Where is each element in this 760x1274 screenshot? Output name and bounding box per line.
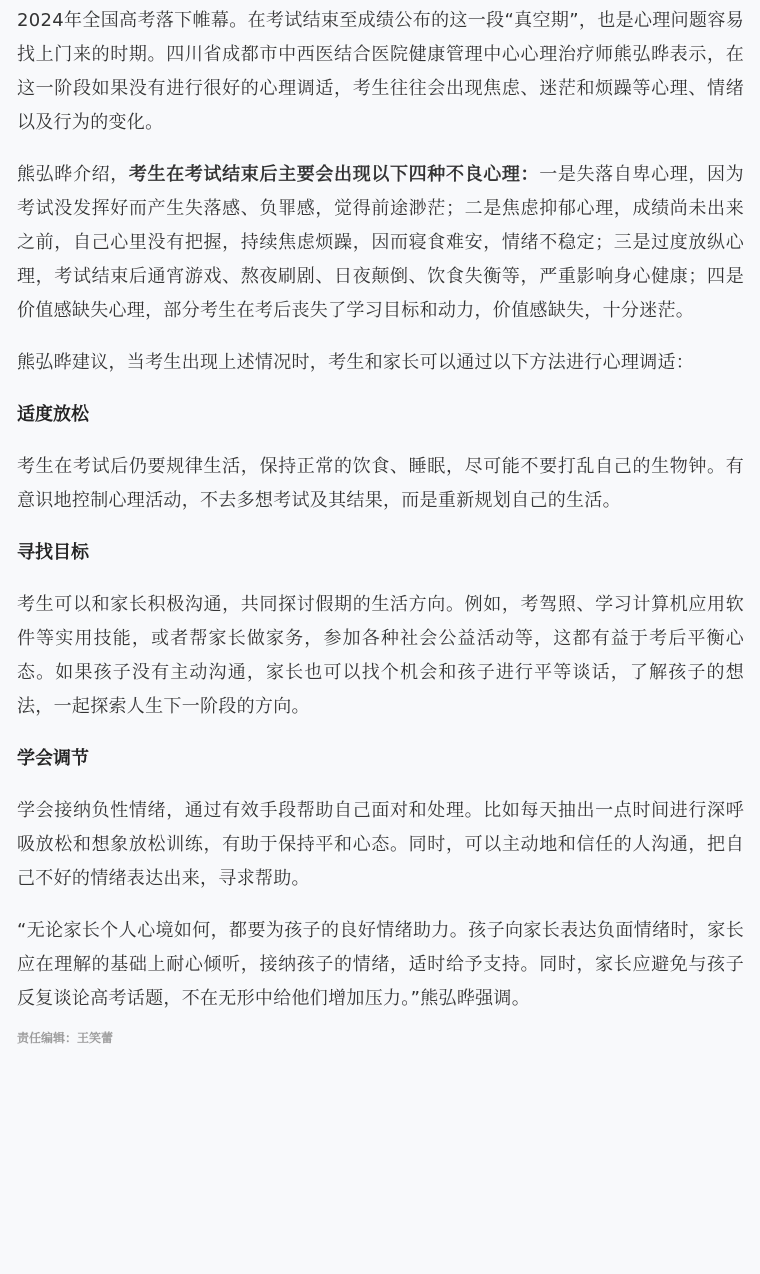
article-paragraph-relax: 考生在考试后仍要规律生活，保持正常的饮食、睡眠，尽可能不要打乱自己的生物钟。有意识地控制心理活动，不去多想考试及其结果，而是重新规划自己的生活。: [17, 456, 744, 511]
responsible-editor: 责任编辑：王笑蕾: [17, 1031, 114, 1045]
section-heading-relax: 适度放松: [17, 404, 89, 425]
article-paragraph-advice-intro: 熊弘晔建议，当考生出现上述情况时，考生和家长可以通过以下方法进行心理调适：: [17, 352, 695, 373]
section-heading-goals: 寻找目标: [17, 542, 89, 563]
article-paragraph-four-mentalities: [17, 158, 744, 328]
article-paragraph-adjust: 学会接纳负性情绪，通过有效手段帮助自己面对和处理。比如每天抽出一点时间进行深呼吸放松和想象放松训练，有助于保持平和心态。同时，可以主动地和信任的人沟通，把自己不好的情绪表达出来，寻求帮助。: [17, 800, 744, 889]
paragraph-rest: 一是失落自卑心理，因为考试没发挥好而产生失落感、负罪感，觉得前途渺茫；二是焦虑抑郁心理，成绩尚未出来之前，自己心里没有把握，持续焦虑烦躁，因而寝食难安，情绪不稳定；三是过度放纵心理，考试结束后通宵游戏、熬夜刷剧、日夜颠倒、饮食失衡等，严重影响身心健康；四是价值感缺失心理，部分考生在考后丧失了学习目标和动力，价值感缺失，十分迷茫。: [17, 164, 744, 321]
bold-key-sentence: 考生在考试结束后主要会出现以下四种不良心理：: [128, 164, 540, 185]
section-heading-adjust: 学会调节: [17, 748, 89, 769]
article-paragraph-goals: 考生可以和家长积极沟通，共同探讨假期的生活方向。例如，考驾照、学习计算机应用软件等实用技能，或者帮家长做家务，参加各种社会公益活动等，这都有益于考后平衡心态。如果孩子没有主动沟通，家长也可以找个机会和孩子进行平等谈话，了解孩子的想法，一起探索人生下一阶段的方向。: [17, 594, 744, 717]
paragraph-prefix: 熊弘晔介绍，: [17, 164, 129, 185]
article-paragraph-quote: “无论家长个人心境如何，都要为孩子的良好情绪助力。孩子向家长表达负面情绪时，家长应在理解的基础上耐心倾听，接纳孩子的情绪，适时给予支持。同时，家长应避免与孩子反复谈论高考话题，不在无形中给他们增加压力。”熊弘晔强调。: [17, 920, 744, 1009]
article-paragraph-intro: 2024年全国高考落下帷幕。在考试结束至成绩公布的这一段“真空期”，也是心理问题容易找上门来的时期。四川省成都市中西医结合医院健康管理中心心理治疗师熊弘晔表示，在这一阶段如果没有进行很好的心理调适，考生往往会出现焦虑、迷茫和烦躁等心理、情绪以及行为的变化。: [17, 10, 744, 133]
article-body: [0, 4, 760, 1048]
